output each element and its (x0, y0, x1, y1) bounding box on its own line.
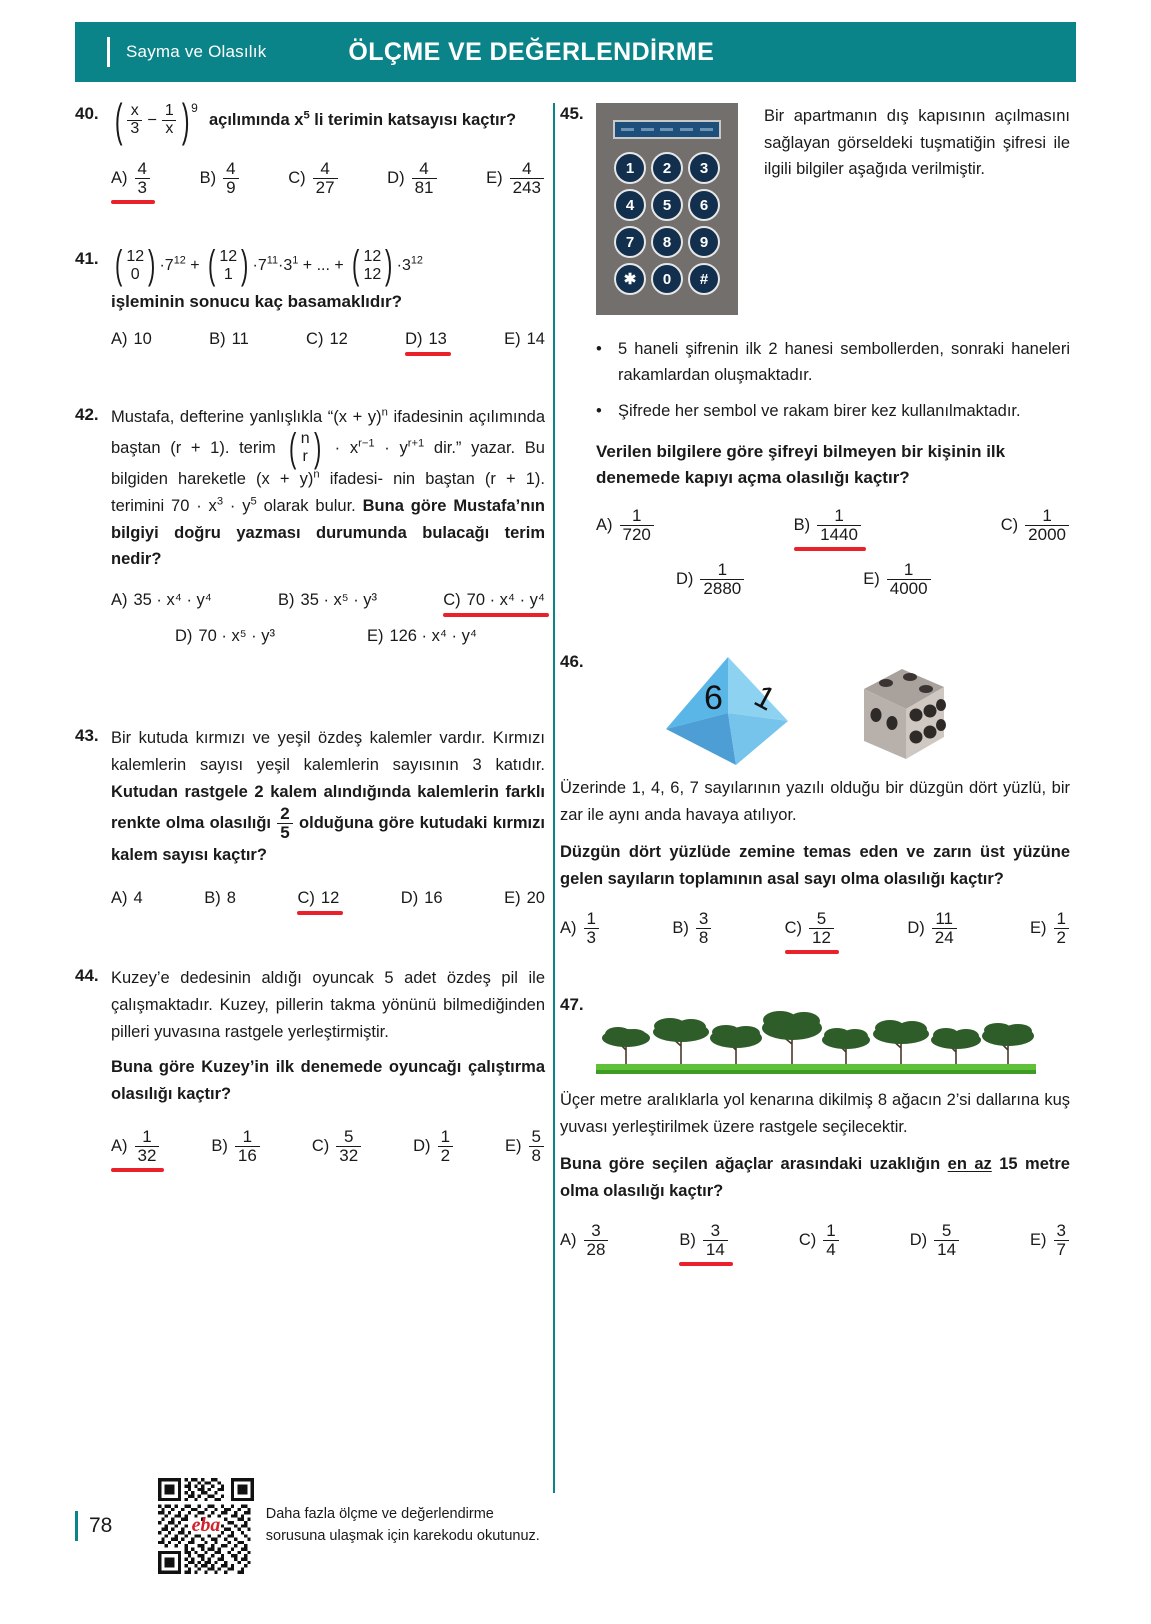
keypad-key-4[interactable]: 4 (614, 189, 646, 221)
header-subtitle: Sayma ve Olasılık (126, 42, 267, 61)
q42-bold-prompt: Buna göre Mustafa’nın bilgiyi doğru yazması durumunda bulacağı terim nedir? (111, 497, 545, 569)
option-b-label: B) (672, 919, 689, 938)
page-header (75, 22, 1076, 82)
bullet-dot: • (596, 340, 602, 358)
q41-term-1: $7^{12}$ (164, 254, 186, 275)
q41-binom-1: ( 12 0 ) (114, 243, 156, 288)
display-segment (700, 128, 713, 131)
option-a[interactable] (560, 1222, 609, 1266)
option-c-value: 12 (329, 329, 348, 348)
option-e-label: E) (486, 168, 503, 187)
question-43-options (75, 889, 545, 915)
option-d-label: D) (400, 889, 419, 908)
option-c-label: C) (311, 1136, 330, 1155)
option-a-value: $\frac{1}{720}$ (620, 507, 654, 544)
option-d-label: D) (405, 329, 423, 348)
option-a-label: A) (111, 168, 128, 187)
q42-binom: ( n r ) (289, 425, 322, 470)
option-c[interactable] (785, 910, 835, 954)
option-a-label: A) (111, 329, 128, 348)
page-title: ÖLÇME VE DEĞERLENDİRME (348, 37, 715, 66)
option-a-label: A) (111, 591, 128, 610)
question-46-number: 46. (560, 652, 584, 672)
option-c-label: C) (288, 168, 306, 187)
question-46-text (560, 775, 1070, 892)
option-a-value: $\frac{4}{3}$ (135, 160, 150, 197)
question-41-prompt: işleminin sonucu kaç basamaklıdır? (111, 291, 402, 311)
q43-bold-b: olduğuna göre kutudaki kırmızı kalem sayısı kaçtır? (111, 814, 545, 865)
option-d[interactable] (907, 910, 957, 954)
option-c-value: $\frac{5}{12}$ (809, 910, 834, 947)
question-45-options-row-1 (560, 507, 1070, 551)
option-a[interactable] (596, 507, 655, 551)
question-43-text (111, 725, 545, 869)
option-d-value: $\frac{4}{81}$ (412, 160, 437, 197)
option-b-label: B) (278, 591, 295, 610)
option-e-label: E) (1030, 919, 1047, 938)
option-e[interactable] (505, 1128, 545, 1172)
option-a[interactable] (111, 160, 151, 204)
keypad-key-6[interactable]: 6 (688, 189, 720, 221)
option-b[interactable] (679, 1222, 728, 1266)
option-b[interactable] (200, 160, 240, 204)
question-44-options (75, 1128, 545, 1172)
option-e-label: E) (366, 627, 384, 646)
q47-bold-underlined: en az (947, 1154, 992, 1173)
question-45-intro: Bir apartmanın dış kapısının açılmasını sağlayan görseldeki tuşmatiğin şifresi ile ilgili bilgiler aşağıda verilmiştir. (764, 107, 1070, 179)
option-c[interactable] (443, 591, 545, 617)
option-c-value: 70 · x⁴ · y⁴ (466, 591, 545, 610)
q40-stem-text: açılımında $x^5$ li terimin katsayısı kaçtır? (204, 109, 517, 129)
option-d-value: $\frac{5}{14}$ (934, 1222, 959, 1259)
question-41 (75, 243, 545, 356)
option-b-label: B) (199, 168, 217, 187)
option-e-value: 126 · x⁴ · y⁴ (389, 627, 477, 646)
question-46-figures (596, 651, 1070, 771)
option-e-value: $\frac{4}{243}$ (510, 160, 544, 197)
keypad-key-1[interactable]: 1 (614, 152, 646, 184)
q40-frac1-den: 3 (127, 120, 142, 138)
option-e-value: 14 (526, 329, 545, 348)
question-43-number: 43. (75, 726, 99, 746)
option-a-label: A) (111, 889, 128, 908)
die-figure (848, 659, 956, 771)
option-c-value: $\frac{1}{4}$ (823, 1222, 838, 1259)
q41-term-3: $3^1$ (283, 254, 299, 275)
header-tick-divider (107, 37, 110, 67)
option-d-label: D) (413, 1136, 431, 1155)
keypad-key-hash[interactable]: # (688, 263, 720, 295)
question-44-text (111, 965, 545, 1108)
option-d[interactable] (910, 1222, 960, 1266)
question-45-prompt: Verilen bilgilere göre şifreyi bilmeyen bir kişinin ilk denemede kapıyı açma olasılığı kaçtır? (596, 441, 1006, 488)
option-a[interactable] (560, 910, 600, 954)
option-e[interactable] (504, 889, 545, 915)
q44-bold-prompt: Buna göre Kuzey’in ilk denemede oyuncağı çalıştırma olasılığı kaçtır? (111, 1058, 545, 1103)
q47-bold-b: 15 metre olma olasılığı kaçtır? (560, 1154, 1070, 1200)
q43-bold-a: Kutudan rastgele 2 kalem alındığında kalemlerin farklı renkte olma olasılığı (111, 782, 545, 833)
option-b[interactable] (794, 507, 862, 551)
question-41-options (75, 330, 545, 356)
q40-exponent: 9 (191, 100, 198, 115)
question-47-text (560, 1087, 1070, 1204)
option-d-value: 70 · x⁵ · y³ (198, 627, 275, 646)
keypad-key-5[interactable]: 5 (651, 189, 683, 221)
option-b-label: B) (793, 516, 811, 535)
keypad-key-8[interactable]: 8 (651, 226, 683, 258)
option-a-label: A) (111, 1136, 128, 1155)
option-c-value: $\frac{4}{27}$ (313, 160, 338, 197)
option-d-label: D) (175, 627, 193, 646)
question-45-bullets (560, 337, 1070, 425)
option-d[interactable] (401, 889, 443, 915)
keypad-key-9[interactable]: 9 (688, 226, 720, 258)
option-e[interactable] (1030, 1222, 1070, 1266)
bullet-dot: • (596, 402, 602, 421)
option-a-value: 35 · x⁴ · y⁴ (133, 591, 212, 610)
option-e[interactable] (863, 561, 931, 605)
question-42-options-row-2 (75, 627, 545, 653)
option-c[interactable] (297, 889, 339, 915)
option-b-value: 8 (226, 889, 236, 908)
option-d-value: $\frac{1}{2}$ (438, 1128, 453, 1165)
option-d-label: D) (907, 919, 925, 938)
svg-text:1: 1 (748, 677, 782, 718)
option-a-value: $\frac{1}{3}$ (584, 910, 599, 947)
display-segment (641, 128, 654, 131)
option-e-value: 20 (526, 889, 545, 908)
display-segment (680, 128, 693, 131)
option-a-label: A) (596, 516, 613, 535)
option-d[interactable] (413, 1128, 454, 1172)
question-41-number: 41. (75, 248, 99, 268)
question-40-number: 40. (75, 104, 99, 123)
keypad-key-2[interactable]: 2 (651, 152, 683, 184)
q43-normal-text: Bir kutuda kırmızı ve yeşil özdeş kalemler vardır. Kırmızı kalemlerin sayısı yeşil kalemlerin sayısının 3 katıdır. (111, 729, 545, 774)
option-b[interactable] (204, 889, 236, 915)
option-c-label: C) (443, 591, 461, 610)
question-45-options-row-2 (560, 561, 1070, 605)
option-a[interactable] (111, 330, 152, 356)
option-b-label: B) (209, 329, 226, 348)
option-e-value: $\frac{1}{4000}$ (887, 561, 931, 598)
option-e-label: E) (863, 570, 880, 589)
q42-line-1: Mustafa, defterine yanlışlıkla “$(x + y)^n$ ifadesinin (111, 406, 464, 426)
option-e-label: E) (1030, 1231, 1047, 1250)
q43-fraction: $\frac{2}{5}$ (277, 805, 292, 842)
bullet-text: Şifrede her sembol ve rakam birer kez kullanılmaktadır. (618, 402, 1021, 421)
question-42 (75, 404, 545, 653)
question-46-options (560, 910, 1070, 954)
question-40-options (75, 160, 545, 204)
bullet-item (596, 337, 1070, 388)
option-d-label: D) (909, 1231, 928, 1250)
page-number: 78 (89, 1514, 113, 1537)
question-42-text (111, 404, 545, 573)
q41-term-4: $3^{12}$ (401, 254, 423, 275)
option-c-value: 12 (320, 889, 340, 908)
option-e[interactable] (486, 160, 545, 204)
question-44-number: 44. (75, 966, 99, 986)
question-43 (75, 725, 545, 915)
option-b[interactable] (211, 1128, 260, 1172)
trees-figure (596, 994, 1036, 1076)
question-46 (560, 651, 1070, 954)
q40-frac-1 (127, 103, 142, 138)
question-40-stem (111, 93, 545, 146)
option-d-value: 16 (424, 889, 443, 908)
keypad-grid (614, 152, 720, 295)
bullet-text: 5 haneli şifrenin ilk 2 hanesi sembollerden, sonraki haneleri rakamlardan oluşmaktadır. (618, 340, 1070, 384)
column-divider (553, 103, 555, 1493)
option-e-label: E) (504, 329, 521, 348)
question-45 (560, 103, 1070, 605)
q44-normal-text: Kuzey’e dedesinin aldığı oyuncak 5 adet özdeş pil ile çalışmaktadır. Kuzey, pillerin takma yönünü bilmediğinden pilleri yuvasına rastgele yerleştirmiştir. (111, 969, 545, 1041)
option-c-label: C) (798, 1231, 817, 1250)
q41-term-2: $7^{11}$ (257, 254, 279, 275)
option-d[interactable] (175, 627, 275, 653)
qr-code[interactable] (158, 1478, 254, 1574)
qr-instruction-text: Daha fazla ölçme ve değerlendirme sorusuna ulaşmak için karekodu okutunuz. (265, 1506, 540, 1544)
option-e-label: E) (504, 889, 521, 908)
keypad-display (613, 120, 721, 139)
option-a-value: $\frac{3}{28}$ (584, 1222, 609, 1259)
option-b-label: B) (679, 1231, 696, 1250)
page-number-tick (75, 1511, 78, 1541)
q42-line-3: dir.” yazar. Bu bilgiden hareketle $(x + y)^n$ ifadesi- (111, 438, 545, 489)
option-b-value: $\frac{1}{16}$ (235, 1128, 260, 1165)
question-42-number: 42. (75, 404, 99, 424)
option-e-label: E) (505, 1136, 522, 1155)
option-c[interactable] (306, 330, 348, 356)
q40-frac2-den: x (162, 120, 176, 138)
q46-bold-prompt: Düzgün dört yüzlüde zemine temas eden ve zarın üst yüzüne gelen sayıların toplamının asal sayı olma olasılığı kaçtır? (560, 842, 1070, 888)
option-a[interactable] (111, 1128, 160, 1172)
option-c-label: C) (306, 329, 324, 348)
right-paren: ) (181, 93, 190, 146)
option-c[interactable] (312, 1128, 362, 1172)
tetrahedron-figure (660, 651, 796, 771)
option-d[interactable] (387, 160, 437, 204)
option-a[interactable] (111, 591, 212, 617)
display-segment (660, 128, 673, 131)
question-42-options-row-1 (75, 591, 545, 617)
q41-binom-2: ( 12 1 ) (208, 243, 249, 288)
svg-text:6: 6 (704, 679, 723, 718)
question-40 (75, 93, 545, 204)
option-e-value: $\frac{3}{7}$ (1054, 1222, 1069, 1259)
option-c[interactable] (799, 1222, 840, 1266)
question-47-options (560, 1222, 1070, 1266)
qr-code-image (158, 1478, 254, 1574)
option-b-value: $\frac{4}{9}$ (223, 160, 238, 197)
question-47 (560, 994, 1070, 1266)
option-c-label: C) (1000, 516, 1019, 535)
option-c-label: C) (784, 919, 803, 938)
option-b-value: 11 (231, 329, 249, 348)
option-a-value: 4 (133, 889, 143, 908)
q40-frac-2 (162, 103, 177, 138)
page-number-block (75, 1511, 158, 1541)
question-45-number: 45. (560, 104, 584, 123)
page-footer (75, 1478, 545, 1574)
question-47-number: 47. (560, 995, 584, 1015)
left-paren: ( (114, 93, 123, 146)
option-b-value: $\frac{3}{14}$ (703, 1222, 728, 1259)
option-b-value: $\frac{1}{1440}$ (817, 507, 861, 544)
option-b-label: B) (211, 1136, 228, 1155)
option-e-value: $\frac{1}{2}$ (1054, 910, 1069, 947)
option-a-value: 10 (133, 329, 152, 348)
option-b[interactable] (278, 591, 377, 617)
question-41-expression: ( 12 0 ) $\cdot 7^{12}$ + ( 12 1 ) $\cdot 7^{11}\cdot 3^1$ + ... + ( 12 12 ) $\cdot 3^{12}$ (111, 248, 545, 284)
option-d[interactable] (405, 330, 447, 356)
q40-frac2-num: 1 (164, 102, 174, 119)
option-d[interactable] (676, 561, 745, 605)
keypad-key-3[interactable]: 3 (688, 152, 720, 184)
option-c-value: $\frac{5}{32}$ (336, 1128, 361, 1165)
option-b[interactable] (209, 330, 249, 356)
option-d-value: 13 (428, 329, 447, 348)
keypad-figure (596, 103, 738, 315)
display-segment (621, 128, 634, 131)
q47-normal-text: Üçer metre aralıklarla yol kenarına dikilmiş 8 ağacın 2’si dallarına kuş yuvası yerleştirilmek üzere rastgele seçilecektir. (560, 1091, 1070, 1137)
qr-brand-label: eba (191, 1513, 221, 1536)
option-a-value: $\frac{1}{32}$ (135, 1128, 160, 1165)
option-b[interactable] (672, 910, 712, 954)
question-44 (75, 965, 545, 1172)
option-c-label: C) (297, 889, 315, 908)
option-d-label: D) (387, 168, 405, 187)
option-b-value: $\frac{3}{8}$ (696, 910, 711, 947)
left-column (75, 93, 545, 1172)
option-a-label: A) (560, 919, 577, 938)
q47-bold-a: Buna göre seçilen ağaçlar arasındaki uzaklığın (560, 1154, 948, 1173)
keypad-key-0[interactable]: 0 (651, 263, 683, 295)
q42-line-2: açılımında baştan (r + 1). terim ( n r ) · $x^{r-1} \cdot y^{r+1}$ (111, 407, 545, 470)
q42-line-4: nin baştan (r + 1). terimini $70 \cdot x^3 \cdot y^5$ olarak bulur. (111, 470, 545, 515)
q40-frac1-num: x (130, 102, 139, 119)
option-e[interactable] (504, 330, 545, 356)
option-d-value: $\frac{1}{2880}$ (700, 561, 744, 598)
option-d-label: D) (676, 570, 694, 589)
bullet-item (596, 399, 1070, 425)
option-c[interactable] (1001, 507, 1070, 551)
option-b-label: B) (204, 889, 221, 908)
q41-binom-3: ( 12 12 ) (352, 243, 393, 288)
option-c-value: $\frac{1}{2000}$ (1025, 507, 1069, 544)
keypad-key-7[interactable]: 7 (614, 226, 646, 258)
q41-ellipsis: ... (316, 257, 330, 275)
q46-normal-text: Üzerinde 1, 4, 6, 7 sayılarının yazılı olduğu bir düzgün dört yüzlü, bir zar ile aynı anda havaya atılıyor. (560, 779, 1070, 825)
right-column (560, 103, 1070, 1266)
option-b-value: 35 · x⁵ · y³ (300, 591, 378, 610)
q40-expression (111, 93, 200, 146)
option-e[interactable] (367, 627, 477, 653)
q40-operator: − (147, 111, 157, 130)
keypad-key-star[interactable]: ✱ (614, 263, 646, 295)
option-e[interactable] (1030, 910, 1070, 954)
option-a-label: A) (560, 1231, 577, 1250)
option-e-value: $\frac{5}{8}$ (529, 1128, 544, 1165)
option-d-value: $\frac{11}{24}$ (932, 910, 957, 947)
option-c[interactable] (288, 160, 338, 204)
option-a[interactable] (111, 889, 143, 915)
